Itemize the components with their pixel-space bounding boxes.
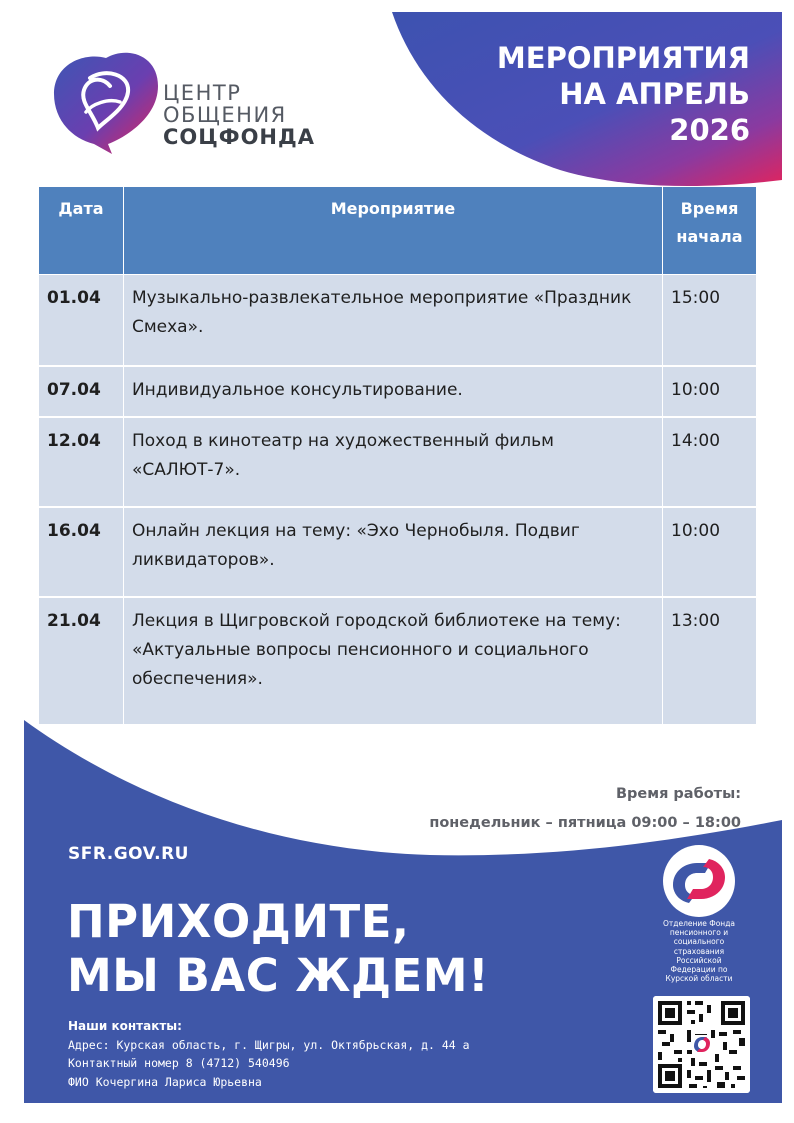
header-event: Мероприятие bbox=[123, 187, 662, 275]
org-line: Российской bbox=[676, 955, 722, 965]
row-date: 01.04 bbox=[39, 275, 124, 366]
row-event: Онлайн лекция на тему: «Эхо Чернобыля. Подвиг ликвидаторов». bbox=[123, 507, 662, 597]
row-date: 16.04 bbox=[39, 507, 124, 597]
page-title bbox=[497, 40, 750, 148]
hours-label: Время работы: bbox=[615, 786, 741, 802]
row-date: 21.04 bbox=[39, 597, 124, 725]
slogan bbox=[67, 895, 489, 1003]
title-line-1: МЕРОПРИЯТИЯ bbox=[496, 41, 750, 75]
contacts-phone: Контактный номер 8 (4712) 540496 bbox=[68, 1056, 290, 1070]
row-event: Индивидуальное консультирование. bbox=[123, 366, 662, 417]
sfr-logo-icon bbox=[667, 855, 731, 907]
title-line-2: НА АПРЕЛЬ bbox=[559, 77, 750, 111]
row-time: 15:00 bbox=[663, 275, 757, 366]
contacts-person: ФИО Кочергина Лариса Юрьевна bbox=[68, 1074, 262, 1089]
contacts bbox=[68, 1017, 470, 1091]
header-time: Время начала bbox=[663, 187, 757, 275]
row-event: Музыкально-развлекательное мероприятие «Праздник Смеха». bbox=[123, 275, 662, 366]
row-date: 07.04 bbox=[39, 366, 124, 417]
header-date: Дата bbox=[39, 187, 124, 275]
slogan-line-2: МЫ ВАС ЖДЕМ! bbox=[67, 949, 490, 1002]
table-row bbox=[39, 417, 757, 507]
sfr-org-name bbox=[645, 919, 753, 983]
row-time: 14:00 bbox=[663, 417, 757, 507]
title-line-3: 2026 bbox=[669, 113, 750, 147]
org-line: Федерации по bbox=[670, 965, 728, 975]
table-header-row bbox=[39, 187, 757, 275]
table-row bbox=[39, 507, 757, 597]
logo-line-3: СОЦФОНДА bbox=[163, 125, 315, 150]
org-line: Курской области bbox=[665, 974, 733, 984]
hours-value: понедельник – пятница 09:00 – 18:00 bbox=[429, 815, 741, 831]
heart-logo-icon bbox=[50, 50, 162, 154]
table-row bbox=[39, 275, 757, 366]
table-row bbox=[39, 366, 757, 417]
row-event: Лекция в Щигровской городской библиотеке на тему: «Актуальные вопросы пенсионного и социального обеспечения». bbox=[123, 597, 662, 725]
row-date: 12.04 bbox=[39, 417, 124, 507]
table-row bbox=[39, 597, 757, 725]
row-time: 13:00 bbox=[663, 597, 757, 725]
slogan-line-1: ПРИХОДИТЕ, bbox=[67, 895, 410, 948]
org-line: страхования bbox=[673, 946, 725, 956]
logo-line-1: ЦЕНТР bbox=[163, 81, 242, 105]
events-table bbox=[38, 186, 757, 726]
org-line: Отделение Фонда bbox=[663, 919, 735, 928]
logo-text bbox=[163, 82, 315, 148]
contacts-address: Адрес: Курская область, г. Щигры, ул. Октябрьская, д. 44 а bbox=[68, 1037, 470, 1052]
logo-line-2: ОБЩЕНИЯ bbox=[163, 103, 287, 128]
row-event: Поход в кинотеатр на художественный фильм «САЛЮТ-7». bbox=[123, 417, 662, 507]
org-line: социального bbox=[673, 937, 725, 947]
org-line: пенсионного и bbox=[669, 928, 729, 938]
website-link[interactable]: SFR.GOV.RU bbox=[68, 844, 189, 864]
sfr-badge bbox=[645, 845, 753, 993]
contacts-label: Наши контакты: bbox=[68, 1019, 182, 1033]
row-time: 10:00 bbox=[663, 507, 757, 597]
row-time: 10:00 bbox=[663, 366, 757, 417]
qr-code-icon[interactable] bbox=[653, 996, 750, 1093]
working-hours bbox=[429, 780, 741, 838]
